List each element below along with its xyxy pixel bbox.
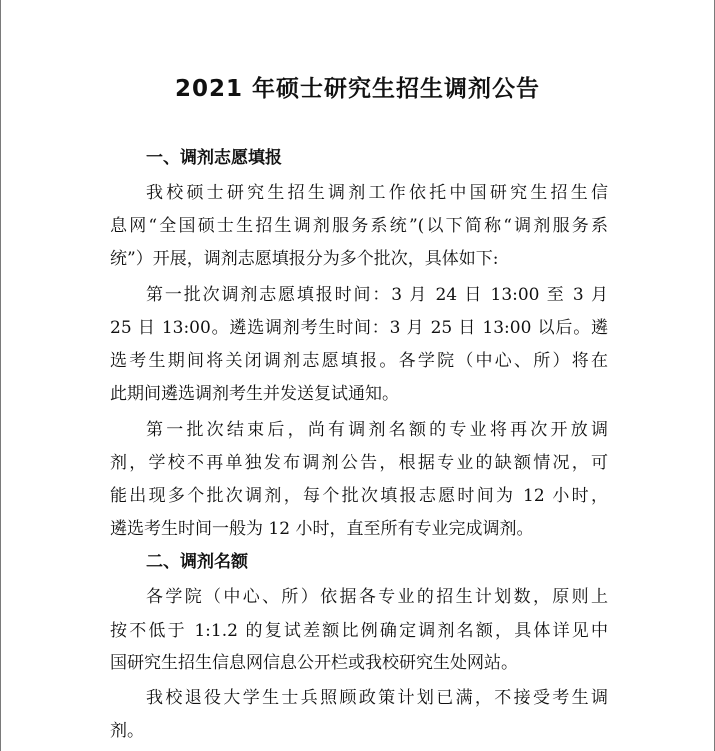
paragraph-line: 遴选考生时间一般为 12 小时，直至所有专业完成调剂。 — [110, 519, 534, 539]
paragraph-line: 息网“全国硕士生招生调剂服务系统”(以下简称“调剂服务系 — [110, 216, 608, 236]
section-2-heading: 二、调剂名额 — [146, 552, 248, 572]
paragraph-line: 统”）开展，调剂志愿填报分为多个批次，具体如下: — [110, 249, 499, 269]
paragraph-line: 第一批次结束后，尚有调剂名额的专业将再次开放调 — [146, 420, 608, 440]
paragraph-line: 能出现多个批次调剂，每个批次填报志愿时间为 12 小时， — [110, 486, 608, 506]
document-title: 2021 年硕士研究生招生调剂公告 — [174, 76, 541, 102]
paragraph-line: 此期间遴选调剂考生并发送复试通知。 — [110, 384, 399, 404]
paragraph-line: 剂。 — [110, 721, 144, 741]
paragraph-line: 国研究生招生信息网信息公开栏或我校研究生处网站。 — [110, 653, 518, 673]
section-1-heading: 一、调剂志愿填报 — [146, 148, 282, 168]
paragraph-line: 我校退役大学生士兵照顾政策计划已满，不接受考生调 — [146, 688, 608, 708]
paragraph-line: 剂，学校不再单独发布调剂公告，根据专业的缺额情况，可 — [110, 453, 608, 473]
paragraph-line: 按不低于 1:1.2 的复试差额比例确定调剂名额，具体详见中 — [110, 621, 608, 641]
paragraph-line: 选考生期间将关闭调剂志愿填报。各学院（中心、所）将在 — [110, 351, 608, 371]
paragraph-line: 各学院（中心、所）依据各专业的招生计划数，原则上 — [146, 587, 608, 607]
paragraph-line: 我校硕士研究生招生调剂工作依托中国研究生招生信 — [146, 183, 608, 203]
paragraph-line: 25 日 13:00。遴选调剂考生时间：3 月 25 日 13:00 以后。遴 — [110, 318, 608, 338]
paragraph-line: 第一批次调剂志愿填报时间：3 月 24 日 13:00 至 3 月 — [146, 285, 608, 305]
